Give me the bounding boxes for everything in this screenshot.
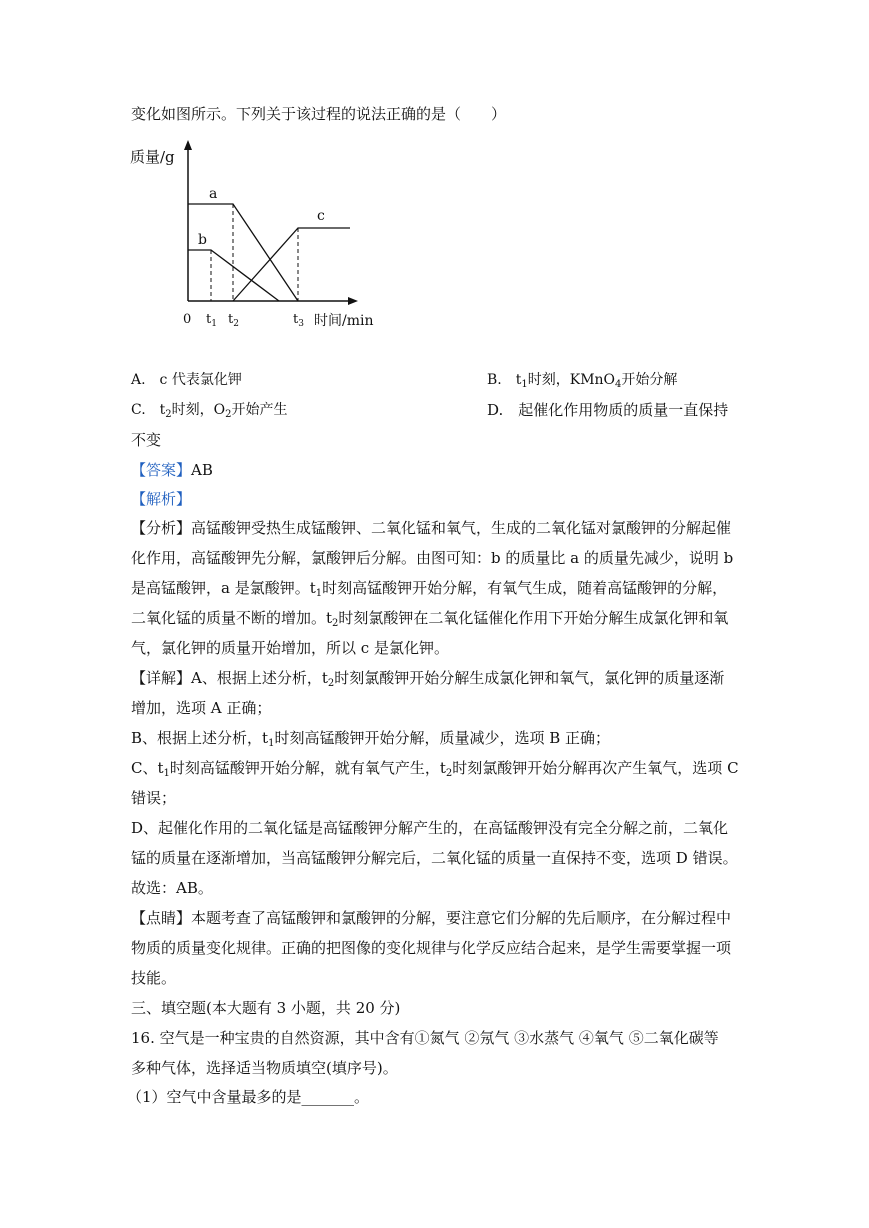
- tick-t1-label: $t_1$: [206, 312, 217, 329]
- fenxi-line-2: 化作用，高锰酸钾先分解，氯酸钾后分解。由图可知：b 的质量比 a 的质量先减少，说明 b: [131, 549, 734, 567]
- xiangjie-line-6: D、起催化作用的二氧化锰是高锰酸钾分解产生的，在高锰酸钾没有完全分解之前，二氧化: [131, 819, 729, 837]
- xiangjie-line-1: 【详解】A、根据上述分析，$t_2$时刻氯酸钾开始分解生成氯化钾和氧气，氯化钾的质量逐渐: [131, 669, 725, 689]
- tick-t3-label: $t_3$: [293, 312, 304, 329]
- section-3-heading: 三、填空题(本大题有 3 小题，共 20 分): [131, 999, 401, 1017]
- xiangjie-line-3: B、根据上述分析，$t_1$时刻高锰酸钾开始分解，质量减少，选项 B 正确；: [131, 729, 610, 749]
- mass-time-graph: [128, 138, 388, 338]
- question-intro: 变化如图所示。下列关于该过程的说法正确的是（ ）: [131, 105, 507, 123]
- y-axis-label: 质量/g: [130, 148, 175, 166]
- x-axis-arrow: [348, 297, 358, 305]
- fenxi-line-1: 【分析】高锰酸钾受热生成锰酸钾、二氧化锰和氧气，生成的二氧化锰对氯酸钾的分解起催: [131, 519, 732, 537]
- curve-a-line: [188, 204, 298, 301]
- option-a: A. c 代表氯化钾: [131, 372, 242, 388]
- q16-subquestion-1: （1）空气中含量最多的是_______。: [127, 1088, 370, 1106]
- answer-tag: 【答案】: [131, 461, 192, 479]
- xiangjie-line-7: 锰的质量在逐渐增加，当高锰酸钾分解完后，二氧化锰的质量一直保持不变，选项 D 错误。: [131, 849, 738, 867]
- answer-line: [131, 460, 213, 480]
- dianjing-line-3: 技能。: [131, 969, 177, 987]
- analysis-tag: 【解析】: [131, 490, 192, 508]
- q16-line-2: 多种气体，选择适当物质填空(填序号)。: [131, 1059, 398, 1077]
- origin-label: 0: [183, 312, 192, 327]
- answer-value: AB: [191, 461, 213, 479]
- dianjing-line-1: 【点睛】本题考查了高锰酸钾和氯酸钾的分解，要注意它们分解的先后顺序，在分解过程中: [131, 909, 732, 927]
- x-axis-label: 时间/min: [314, 313, 374, 329]
- tick-t2-label: $t_2$: [228, 312, 239, 329]
- xiangjie-line-5: 错误；: [131, 789, 177, 807]
- curve-b-label: b: [198, 232, 207, 248]
- fenxi-line-4: 二氧化锰的质量不断的增加。$t_2$时刻氯酸钾在二氧化锰催化作用下开始分解生成氯化钾和氧: [131, 609, 729, 629]
- option-d-continued: 不变: [131, 431, 162, 449]
- option-d: D. 起催化作用物质的质量一直保持: [487, 401, 729, 419]
- fenxi-line-3: 是高锰酸钾，a 是氯酸钾。$t_1$时刻高锰酸钾开始分解，有氧气生成，随着高锰酸钾的分解，: [131, 579, 728, 599]
- curve-a-label: a: [209, 186, 218, 202]
- xiangjie-line-4: C、$t_1$时刻高锰酸钾开始分解，就有氧气产生，$t_2$时刻氯酸钾开始分解再次产生氧气，选项 C: [131, 759, 739, 779]
- xiangjie-line-8: 故选：AB。: [131, 879, 213, 897]
- curve-c-label: c: [317, 208, 325, 224]
- y-axis-arrow: [184, 140, 192, 150]
- dianjing-line-2: 物质的质量变化规律。正确的把图像的变化规律与化学反应结合起来，是学生需要掌握一项: [131, 939, 732, 957]
- curve-c-line: [233, 228, 350, 301]
- option-b: B. $t_1$时刻，KMnO$_4$开始分解: [487, 372, 678, 390]
- option-c: C. $t_2$时刻，$O_2$开始产生: [131, 402, 288, 420]
- fenxi-line-5: 气，氯化钾的质量开始增加，所以 c 是氯化钾。: [131, 639, 449, 657]
- q16-line-1: 16. 空气是一种宝贵的自然资源，其中含有①氮气 ②氖气 ③水蒸气 ④氧气 ⑤二氧化碳等: [131, 1029, 719, 1047]
- xiangjie-line-2: 增加，选项 A 正确；: [131, 699, 272, 717]
